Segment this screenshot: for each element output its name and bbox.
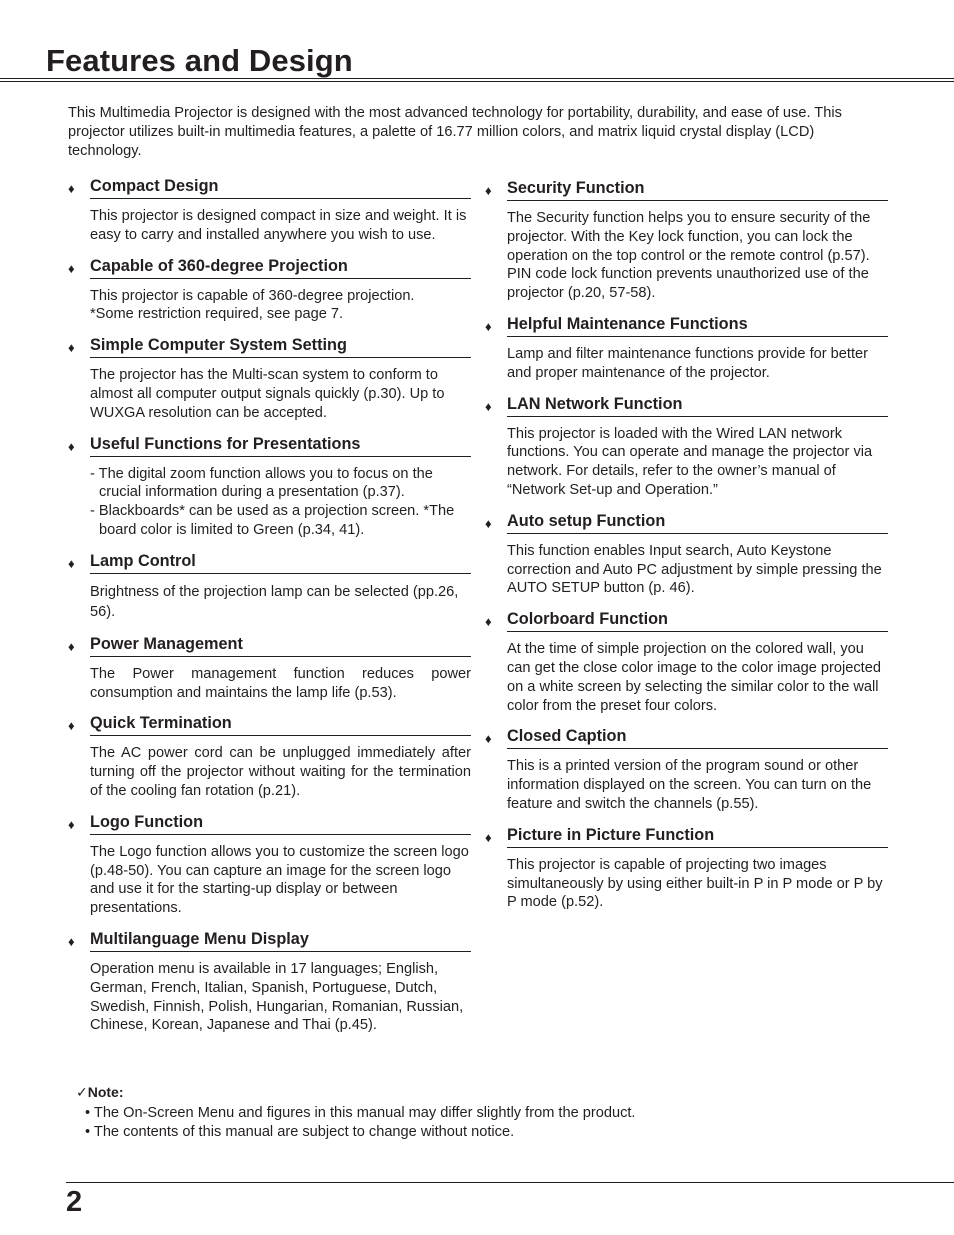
feature-heading — [485, 825, 888, 848]
diamond-bullet-icon: ♦ — [68, 816, 75, 832]
diamond-bullet-icon: ♦ — [68, 438, 75, 454]
feature-text: This is a printed version of the program sound or other information displayed on the screen. You can turn on the feature and switch the channels (p.55). — [507, 758, 872, 812]
footer-rule — [66, 1182, 954, 1183]
feature-heading — [68, 256, 471, 279]
feature-maintenance — [485, 314, 888, 383]
feature-text: The Logo function allows you to customize the screen logo (p.48-50). You can capture an image for the screen logo and use it for the starting-up display or between presentations. — [90, 843, 469, 917]
feature-text: Lamp and filter maintenance functions provide for better and proper maintenance of the projector. — [507, 345, 868, 381]
feature-heading — [68, 929, 471, 952]
feature-heading — [485, 609, 888, 632]
feature-title: Simple Computer System Setting — [90, 335, 471, 358]
diamond-bullet-icon: ♦ — [485, 515, 492, 531]
feature-body — [90, 287, 471, 325]
feature-title: Auto setup Function — [507, 511, 888, 534]
feature-compact-design — [68, 176, 471, 245]
feature-colorboard — [485, 609, 888, 715]
feature-heading — [68, 713, 471, 736]
diamond-bullet-icon: ♦ — [68, 718, 75, 734]
feature-presentations — [68, 434, 471, 540]
checkmark-icon: ✓ — [76, 1084, 88, 1100]
feature-closed-caption — [485, 726, 888, 813]
feature-multilanguage-menu — [68, 929, 471, 1035]
feature-body — [507, 856, 888, 912]
feature-title: Useful Functions for Presentations — [90, 434, 471, 457]
feature-title: Quick Termination — [90, 713, 471, 736]
feature-body — [90, 207, 471, 245]
feature-computer-setting — [68, 335, 471, 422]
feature-text: At the time of simple projection on the colored wall, you can get the close color image to the color image projected on a white screen by selecting the similar color to the wall color from the preset four colors. — [507, 641, 881, 714]
feature-title: Security Function — [507, 178, 888, 201]
feature-title: Capable of 360-degree Projection — [90, 256, 471, 279]
diamond-bullet-icon: ♦ — [68, 181, 75, 196]
feature-text: The projector has the Multi-scan system to conform to almost all computer output signals quickly (p.30). Up to WUXGA resolution can be accepted. — [90, 367, 445, 421]
feature-text: The Security function helps you to ensure security of the projector. With the Key lock function, you can lock the operation on the top control or the remote control (p.57). PIN code lock function prevents unauthorized use of the projector (p.20, 57-58). — [507, 210, 871, 302]
note-label: Note: — [87, 1084, 124, 1100]
feature-text: This projector is loaded with the Wired LAN network functions. You can operate and manage the projector via network. For details, refer to the owner’s manual of “Network Set-up and Operation.” — [507, 425, 873, 498]
feature-body — [90, 366, 471, 422]
feature-body — [90, 582, 471, 623]
feature-title: Logo Function — [90, 812, 471, 835]
feature-text: Brightness of the projection lamp can be selected (pp.26, 56). — [90, 583, 459, 621]
feature-power-management — [68, 634, 471, 703]
title-rule-top — [0, 78, 954, 79]
feature-picture-in-picture — [485, 825, 888, 912]
diamond-bullet-icon: ♦ — [485, 318, 492, 334]
feature-body — [507, 542, 888, 598]
feature-security — [485, 178, 888, 303]
feature-quick-termination — [68, 713, 471, 800]
feature-text: The Power management function reduces power consumption and maintains the lamp life (p.53). — [90, 665, 471, 701]
feature-360-projection — [68, 256, 471, 325]
feature-body — [507, 757, 888, 813]
feature-body — [90, 665, 471, 703]
feature-heading — [68, 812, 471, 835]
feature-heading — [485, 314, 888, 337]
feature-title: Closed Caption — [507, 726, 888, 749]
note-item: • The contents of this manual are subject to change without notice. — [85, 1124, 515, 1140]
feature-title: Lamp Control — [90, 551, 471, 574]
page-title: Features and Design — [46, 43, 353, 78]
note-heading — [76, 1083, 896, 1101]
diamond-bullet-icon: ♦ — [485, 183, 492, 198]
feature-body — [90, 465, 471, 540]
feature-text: This function enables Input search, Auto Keystone correction and Auto PC adjustment by simple pressing the AUTO SETUP button (p. 46). — [507, 542, 882, 597]
feature-text: This projector is capable of projecting two images simultaneously by using either built-in P in P mode or P by P mode (p.52). — [507, 856, 883, 911]
feature-body — [507, 640, 888, 715]
feature-heading — [68, 551, 471, 574]
feature-heading — [485, 394, 888, 417]
dash-list-item: - The digital zoom function allows you to focus on the crucial information during a presentation (p.37). — [90, 465, 433, 501]
left-feature-column — [68, 176, 471, 1046]
diamond-bullet-icon: ♦ — [485, 829, 492, 845]
feature-text: This projector is designed compact in size and weight. It is easy to carry and installed anywhere you wish to use. — [90, 208, 467, 243]
diamond-bullet-icon: ♦ — [68, 638, 75, 654]
diamond-bullet-icon: ♦ — [485, 731, 492, 747]
page-number: 2 — [66, 1186, 83, 1218]
feature-title: Multilanguage Menu Display — [90, 929, 471, 952]
note-block — [76, 1083, 896, 1142]
feature-body — [507, 209, 888, 303]
feature-title: LAN Network Function — [507, 394, 888, 417]
right-feature-column — [485, 178, 888, 923]
feature-body — [507, 425, 888, 500]
feature-body — [90, 744, 471, 800]
feature-body — [507, 345, 888, 383]
feature-body — [90, 843, 471, 918]
feature-lamp-control — [68, 551, 471, 623]
feature-text: The AC power cord can be unplugged immediately after turning off the projector without waiting for the termination of the cooling fan rotation (p.21). — [90, 745, 471, 799]
feature-heading — [485, 511, 888, 534]
intro-paragraph: This Multimedia Projector is designed with the most advanced technology for portability, durability, and ease of use. This projector utilizes built-in multimedia features, a palette of 16.77 million colors, and matrix liquid crystal display (LCD) technology. — [68, 105, 842, 159]
feature-heading — [485, 178, 888, 201]
feature-lan-network — [485, 394, 888, 500]
feature-text: Operation menu is available in 17 languages; English, German, French, Italian, Spanish, Portuguese, Dutch, Swedish, Finnish, Polish, Hungarian, Romanian, Russian, Chinese, Korean, Japanese and Thai (p.45). — [90, 960, 464, 1034]
feature-heading — [68, 634, 471, 657]
note-item: • The On-Screen Menu and figures in this manual may differ slightly from the product. — [85, 1105, 636, 1121]
feature-heading — [485, 726, 888, 749]
diamond-bullet-icon: ♦ — [68, 260, 75, 276]
feature-logo-function — [68, 812, 471, 918]
diamond-bullet-icon: ♦ — [68, 555, 75, 571]
feature-title: Compact Design — [90, 176, 471, 199]
feature-body — [90, 960, 471, 1035]
feature-heading — [68, 434, 471, 457]
feature-heading — [68, 176, 471, 199]
diamond-bullet-icon: ♦ — [68, 933, 75, 949]
diamond-bullet-icon: ♦ — [68, 340, 75, 356]
dash-list-item: - Blackboards* can be used as a projection screen. *The board color is limited to Green (p.34, 41). — [90, 503, 455, 538]
diamond-bullet-icon: ♦ — [485, 398, 492, 414]
feature-title: Picture in Picture Function — [507, 825, 888, 848]
feature-footnote: *Some restriction required, see page 7. — [90, 306, 344, 323]
title-rule-bottom — [0, 81, 954, 82]
feature-auto-setup — [485, 511, 888, 598]
feature-heading — [68, 335, 471, 358]
diamond-bullet-icon: ♦ — [485, 614, 492, 630]
feature-title: Colorboard Function — [507, 609, 888, 632]
feature-text: This projector is capable of 360-degree projection. — [90, 287, 415, 304]
feature-title: Power Management — [90, 634, 471, 657]
feature-title: Helpful Maintenance Functions — [507, 314, 888, 337]
